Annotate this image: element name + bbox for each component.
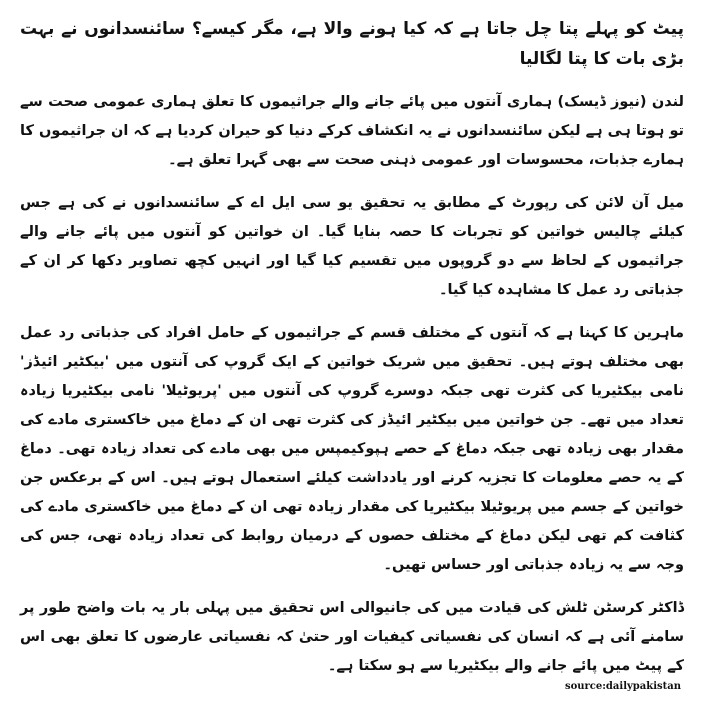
article-headline: پیٹ کو پہلے پتا چل جاتا ہے کہ کیا ہونے والا ہے، مگر کیسے؟ سائنسدانوں نے بہت بڑی بات کا پتا لگالیا [20, 19, 684, 69]
source-credit: source:dailypakistan [564, 681, 681, 692]
article-paragraph-1: لندن (نیوز ڈیسک) ہماری آنتوں میں پائے جانے والے جراثیموں کا تعلق ہماری عمومی صحت سے تو ہوتا ہی ہے لیکن سائنسدانوں نے یہ انکشاف کرکے دنیا کو حیران کردیا ہے کہ ان جراثیموں کا ہمارے جذبات، محسوسات اور عمومی ذہنی صحت سے بھی گہرا تعلق ہے۔ [20, 94, 684, 168]
article-paragraph-4: ڈاکٹر کرسٹن ٹلش کی قیادت میں کی جانیوالی اس تحقیق میں پہلی بار یہ بات واضح طور پر سامنے آئی ہے کہ انسان کی نفسیاتی کیفیات اور حتیٰ کہ نفسیاتی عارضوں کا تعلق بھی اس کے پیٹ میں پائے جانے والے بیکٹیریا سے ہو سکتا ہے۔ [20, 600, 684, 674]
article-paragraph-2: میل آن لائن کی رپورٹ کے مطابق یہ تحقیق یو سی ایل اے کے سائنسدانوں نے کی ہے جس کیلئے چالیس خواتین کو تجربات کا حصہ بنایا گیا۔ ان خواتین کو آنتوں میں پائے جانے والے جراثیموں کے لحاظ سے دو گروپوں میں تقسیم کیا گیا اور انہیں کچھ تصاویر دکھا کر ان کے جذباتی رد عمل کا مشاہدہ کیا گیا۔ [20, 195, 684, 298]
article-paragraph-3: ماہرین کا کہنا ہے کہ آنتوں کے مختلف قسم کے جراثیموں کے حامل افراد کی جذباتی رد عمل بھی مختلف ہوتے ہیں۔ تحقیق میں شریک خواتین کے ایک گروپ کی آنتوں میں 'بیکٹیر ائیڈز' نامی بیکٹیریا کی کثرت تھی جبکہ دوسرے گروپ کی آنتوں میں 'پریوٹیلا' نامی بیکٹیریا زیادہ تعداد میں تھے۔ جن خواتین میں بیکٹیر ائیڈز کی کثرت تھی ان کے دماغ میں خاکستری مادے کی مقدار بھی زیادہ تھی جبکہ دماغ کے حصے ہپوکیمپس میں بھی مادے کی تعداد زیادہ تھی۔ دماغ کے یہ حصے معلومات کا تجزیہ کرنے اور یادداشت کیلئے استعمال ہوتے ہیں۔ اس کے برعکس جن خواتین کے جسم میں پریوٹیلا بیکٹیریا کی مقدار زیادہ تھی ان کے دماغ میں خاکستری مادے کی کثافت کم تھی لیکن دماغ کے مختلف حصوں کے درمیان روابط کی تعداد زیادہ تھی، جس کی وجہ سے یہ زیادہ جذباتی اور حساس تھیں۔ [20, 325, 684, 573]
article-body [20, 14, 684, 695]
